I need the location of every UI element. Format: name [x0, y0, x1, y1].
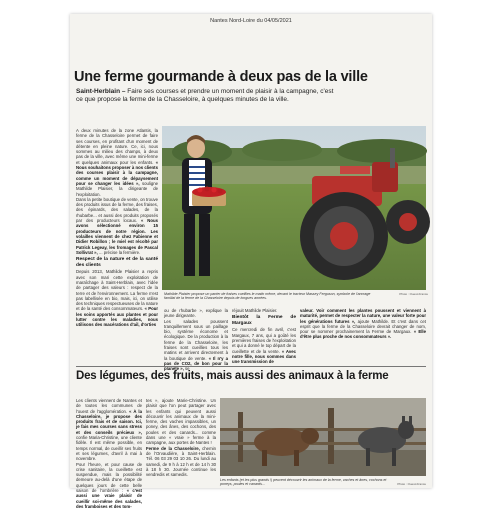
main-photo-caption: Mathilde Plaisier propose un panier de fraises cueillies le matin même, devant le tracteur Massey Ferguson, symbole de l'ancrage familial de la ferme de la Chasseloire depuis de longues années.: [164, 292, 371, 301]
main-photo-credit: Photo : Ouest-France: [399, 292, 428, 296]
col1-paragraph-1: A deux minutes de la zone Atlantis, la ferme de la Chasseloire permet de faire ses courses, en profitant d'un moment de détente en pleine nature. Ce, ici, nous sommes au milieu des champs, à deux pas de la ville, avec même une mini-ferme et quelques animaux pour les enfants. « Nous souhaitons proposer à nos clients des courses plaisir à la campagne, comme un moment de dépaysement pour se changer les idées », souligne Mathilde Plaisier, la dirigeante de l'exploitation.: [76, 128, 158, 197]
animals-photo-credit: Photo : Ouest-France: [397, 482, 426, 486]
column-3: réjouit Mathilde Plaisier. Bientôt la Ferme de Margaux Ce mercredi de fin avril, c'est Margaux, 7 ans, qui a goûté les premières fraises de l'exploitation et qui a donné le top départ de la cueillette et de la vente. « Avec notre fille, nous sommes dans une transmission de: [232, 308, 297, 365]
column-1: [76, 128, 158, 353]
section2-column-2: tes », ajoute Marie-Christine. Un plaisir que l'on peut partager avec les enfants qui peuvent aussi découvrir les animaux de la mini-ferme, des vaches impassibles, un poney, des ânes, des cochons, des poules et des canards... comme dans une « vraie » ferme à la campagne, aux portes de Nantes ! Ferme de la Chasseloire, chemin de l'Orvaudière, à Saint-Herblain. Tél. 06 03 29 03 10 26. Du lundi au samedi, de 9 h à 12 h et de 14 h 30 à 18 h 30. Journée continue les vendredis et samedis.: [146, 398, 216, 478]
col1-subhead: Respect de la nature et de la santé des clients: [76, 257, 158, 268]
headline: Une ferme gourmande à deux pas de la ville: [74, 69, 368, 85]
col3-subhead: Bientôt la Ferme de Margaux: [232, 315, 296, 326]
column-2: ou de rhubarbe », explique la jeune dirigeante. Les salades poussent tranquillement sous un paillage bio, système économe et écologique. De la production à la ferme de la Chasseloire, les fraises sont cueillies tous les matins et arrivent directement à la boutique de vente. « Il n'y a pas de CO2, de bon pour la planète », se: [164, 308, 228, 372]
newspaper-clipping: [70, 14, 432, 509]
dateline: Nantes Nord-Loire du 04/05/2021: [210, 18, 292, 24]
lead-paragraph: [76, 88, 336, 104]
main-photo: [162, 126, 426, 290]
farm-tractor-image: [162, 126, 426, 290]
lead-text: Faire ses courses et prendre un moment de plaisir à la campagne, c'est ce que propose la ferme de la Chasseloire, à quelques minutes de la ville.: [76, 88, 334, 103]
headline-2: Des légumes, des fruits, mais aussi des animaux à la ferme: [76, 370, 389, 382]
col1-paragraph-3: Depuis 2013, Mathilde Plaisier a repris avec son mari cette exploitation de maraîchage à Saint-Herblain, avec l'idée de partager des valeurs : respect de la terre et de l'environnement. La ferme n'est pas labellisée en bio, mais, ici, on utilise des techniques respectueuses de la nature et de la santé des consommateurs. « Pour les soins apportés aux plantes et pour lutter contre les maladies, nous utilisons des macérations d'ail, d'orties: [76, 269, 158, 328]
farm-animals-image: [220, 398, 426, 476]
animals-photo-caption: Les enfants (et les plus grands !) peuvent découvrir les animaux de la ferme, vaches et ânes, cochons et poneys, poules et canards...: [220, 478, 387, 487]
column-4: valeur. Voir comment les plantes poussent et viennent à maturité, permet de respecter la nature, une valeur forte pour les générations futures », ajoute Mathilde. Et c'est dans cet esprit que la ferme de la Chasseloire devrait changer de nom, pour se nommer prochainement la Ferme de Margaux. « Elle d'être plus proche de nos consommateurs ».: [300, 308, 426, 340]
lead-place: Saint-Herblain –: [76, 88, 126, 95]
animals-photo: [220, 398, 426, 476]
section2-column-1: Les clients viennent de Nantes et de toutes les communes de l'ouest de l'agglomération. « À la Chasseloire, je propose des produits frais et de saison. Ici, je fais mes courses sans stress et des conseils précieux », confie Maria-Christine, une cliente fidèle. Il est même possible, en temps normal, de cueillir ses fruits et ses légumes, d'avril à mai à novembre. Pour l'heure, et pour cause de crise sanitaire, la cueillette est suspendue, mais la possibilité demeure au-delà d'une étape de quelques jours de cette belle saison de l'ombrière : « c'est aussi une vraie plaisir de cueillir soi-même des salades, des framboises et des tom-: [76, 398, 142, 509]
section-divider: [76, 366, 426, 367]
col1-paragraph-2: Dans la petite boutique de vente, on trouve des produits issus de la ferme, des fraises, des épinards, des salades, de la rhubarbe... et aussi des produits proposés par des producteurs locaux. « Nous avons sélectionné environ 15 producteurs de notre région. Les volailles viennent de chez Fabienne et Didier Robillon ; le miel est récolté par Patrick Legeay, les fromages de Pascal Sollivrat », ... précise la fermière.: [76, 196, 158, 255]
